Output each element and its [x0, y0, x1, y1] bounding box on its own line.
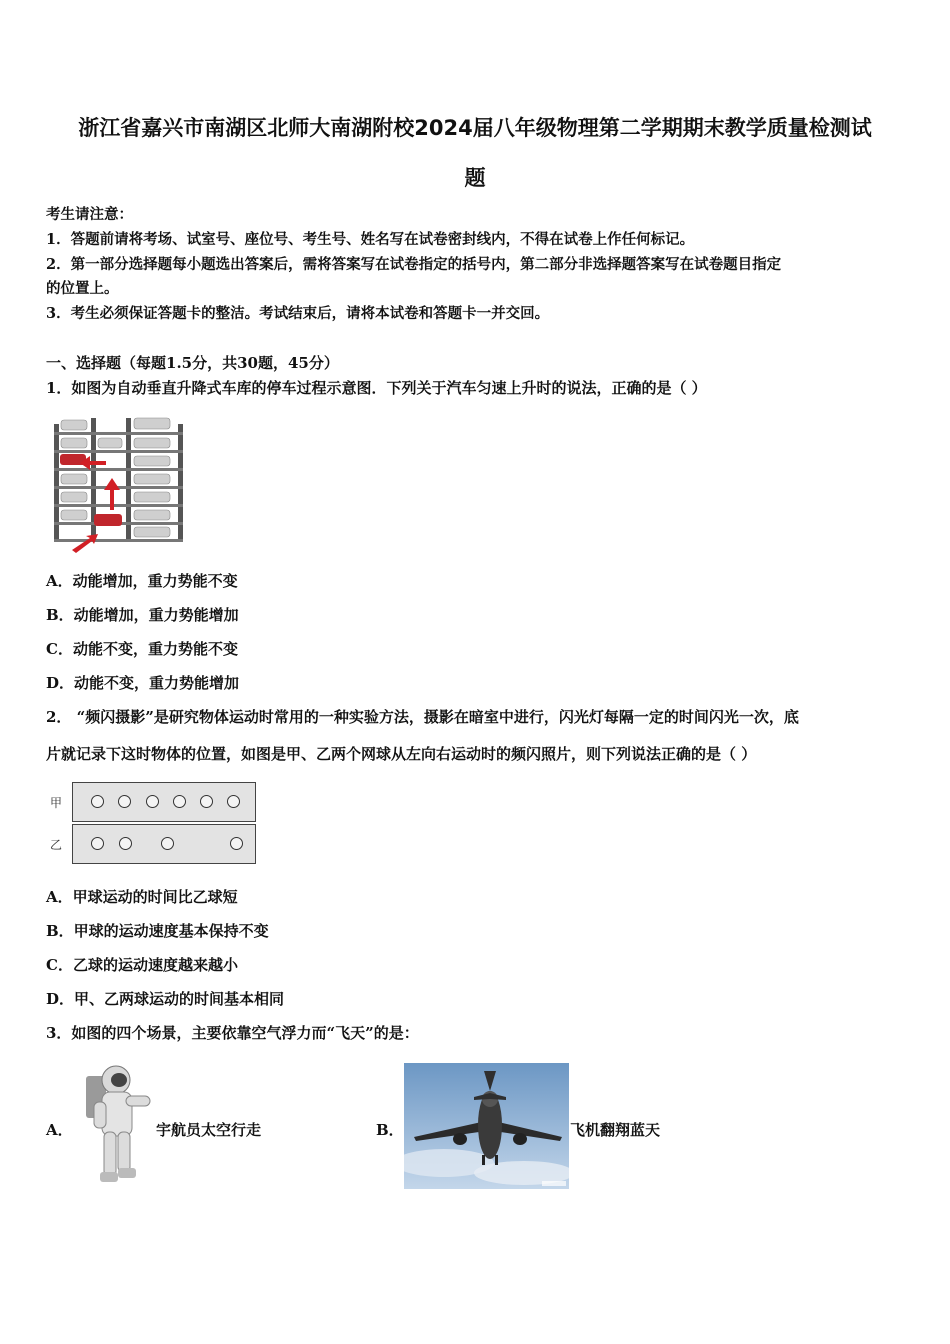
section-heading: 一、选择题（每题1.5分，共30题，45分） — [46, 354, 339, 372]
q3-option-b-text: 飞机翻翔蓝天 — [570, 1121, 661, 1139]
ball-jia — [227, 795, 240, 808]
notice-item-2: 2．第一部分选择题每小题选出答案后，需将答案写在试卷指定的括号内，第二部分非选择题答案写在试卷题目指定 — [46, 256, 782, 273]
ball-jia — [146, 795, 159, 808]
q1-stem: 1．如图为自动垂直升降式车库的停车过程示意图．下列关于汽车匀速上升时的说法，正确的是（ ） — [46, 379, 707, 397]
q3-option-a-text: 宇航员太空行走 — [156, 1121, 262, 1139]
parking-garage-figure — [46, 410, 191, 555]
q2-option-d: D．甲、乙两球运动的时间基本相同 — [46, 990, 285, 1008]
airplane-image — [404, 1063, 569, 1189]
strip-jia — [72, 782, 256, 822]
strobe-photo-figure — [46, 782, 261, 870]
ball-yi — [161, 837, 174, 850]
q1-option-a: A．动能增加，重力势能不变 — [46, 572, 238, 590]
q2-stem-line1: 2． “频闪摄影”是研究物体运动时常用的一种实验方法，摄影在暗室中进行，闪光灯每隔一定的时间闪光一次，底 — [46, 708, 799, 726]
q1-option-c: C．动能不变，重力势能不变 — [46, 640, 238, 658]
q3-stem: 3．如图的四个场景，主要依靠空气浮力而“飞天”的是： — [46, 1024, 419, 1042]
ball-yi — [119, 837, 132, 850]
row-label-jia: 甲 — [50, 796, 63, 810]
q1-option-d: D．动能不变，重力势能增加 — [46, 674, 240, 692]
q1-option-b: B．动能增加，重力势能增加 — [46, 606, 239, 624]
q2-option-c: C．乙球的运动速度越来越小 — [46, 956, 238, 974]
q3-option-b-letter: B． — [376, 1121, 404, 1139]
ball-yi — [230, 837, 243, 850]
astronaut-image — [80, 1058, 154, 1188]
strip-yi — [72, 824, 256, 864]
ball-jia — [118, 795, 131, 808]
doc-title-line1: 浙江省嘉兴市南湖区北师大南湖附校2024届八年级物理第二学期期末教学质量检测试 — [78, 116, 872, 140]
ball-jia — [200, 795, 213, 808]
notice-item-2-cont: 的位置上。 — [46, 280, 119, 297]
ball-yi — [91, 837, 104, 850]
doc-title-line2: 题 — [464, 166, 486, 190]
row-label-yi: 乙 — [50, 838, 63, 852]
notice-item-1: 1．答题前请将考场、试室号、座位号、考生号、姓名写在试卷密封线内，不得在试卷上作任何标记。 — [46, 231, 695, 248]
q2-option-b: B．甲球的运动速度基本保持不变 — [46, 922, 269, 940]
q2-stem-line2: 片就记录下这时物体的位置，如图是甲、乙两个网球从左向右运动时的频闪照片，则下列说法正确的是（ ） — [46, 745, 757, 763]
notice-header: 考生请注意： — [46, 206, 133, 223]
ball-jia — [173, 795, 186, 808]
q2-option-a: A．甲球运动的时间比乙球短 — [46, 888, 238, 906]
notice-item-3: 3．考生必须保证答题卡的整洁。考试结束后，请将本试卷和答题卡一并交回。 — [46, 305, 550, 322]
ball-jia — [91, 795, 104, 808]
q3-option-a-letter: A． — [46, 1121, 73, 1139]
